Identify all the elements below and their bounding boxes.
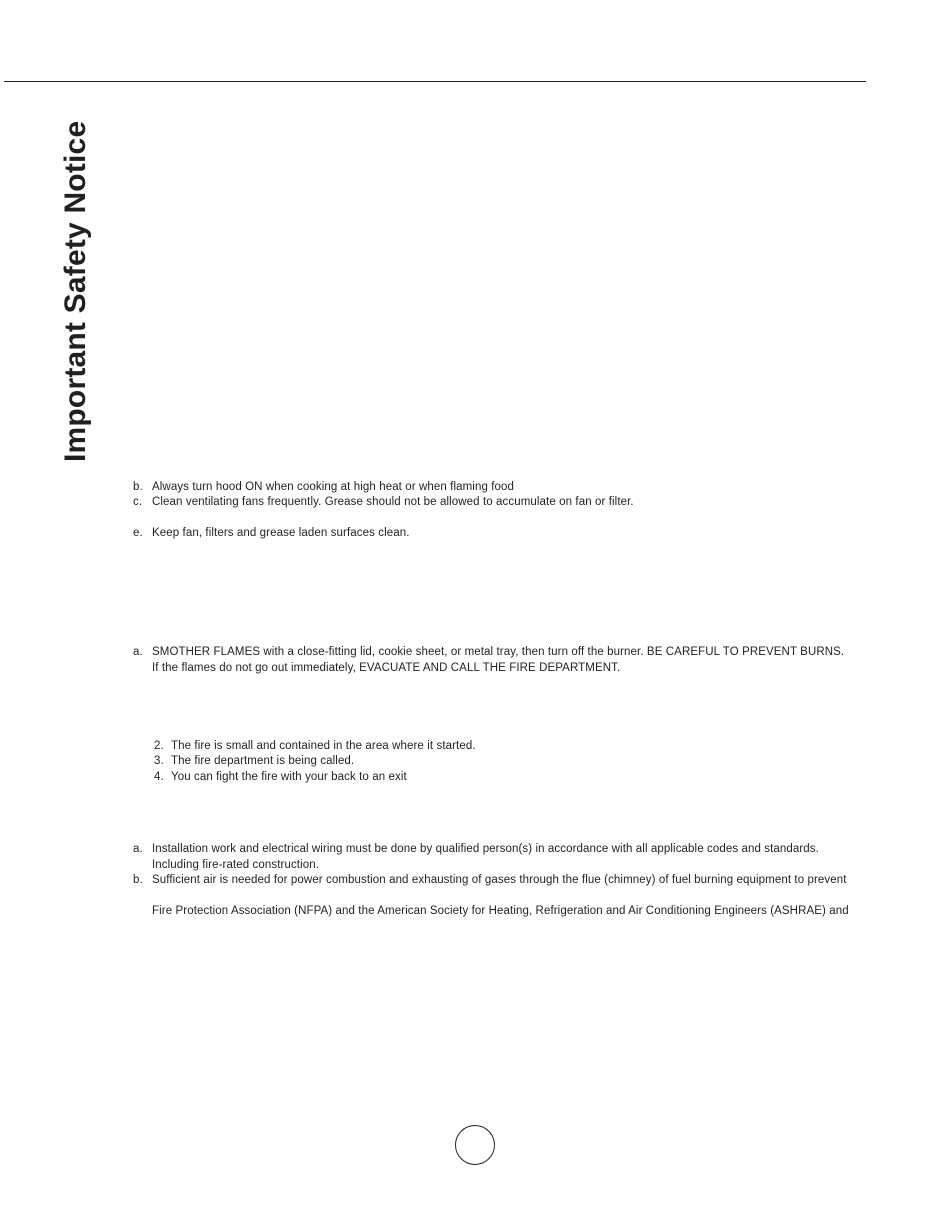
list-text: Sufficient air is needed for power combustion and exhausting of gases through the flue (chimney) of fuel burning equipment to prevent — [152, 874, 847, 886]
list-text: SMOTHER FLAMES with a close-fitting lid, cookie sheet, or metal tray, then turn off the burner. BE CAREFUL TO PREVENT BURNS. — [152, 646, 845, 658]
list-marker: e. — [133, 527, 143, 539]
list-text: The fire is small and contained in the area where it started. — [171, 740, 476, 752]
list-text: Clean ventilating fans frequently. Grease should not be allowed to accumulate on fan or filter. — [152, 496, 634, 508]
list-text: Installation work and electrical wiring must be done by qualified person(s) in accordance with all applicable codes and standards. — [152, 843, 819, 855]
list-marker: a. — [133, 646, 143, 658]
list-marker: b. — [133, 481, 143, 493]
list-text-continued: If the flames do not go out immediately, EVACUATE AND CALL THE FIRE DEPARTMENT. — [152, 662, 621, 674]
header-rule — [4, 81, 866, 82]
list-marker: 4. — [154, 771, 164, 783]
list-marker: b. — [133, 874, 143, 886]
list-marker: 2. — [154, 740, 164, 752]
list-text: Always turn hood ON when cooking at high heat or when flaming food — [152, 481, 515, 493]
list-text: Keep fan, filters and grease laden surfaces clean. — [152, 527, 410, 539]
side-title-container — [58, 110, 94, 462]
list-text-continued: Including fire-rated construction. — [152, 859, 320, 871]
list-marker: a. — [133, 843, 143, 855]
list-text: You can fight the fire with your back to an exit — [171, 771, 407, 783]
side-title: Important Safety Notice — [59, 120, 92, 462]
list-marker: 3. — [154, 755, 164, 767]
list-text: The fire department is being called. — [171, 755, 355, 767]
page-number-circle — [455, 1125, 495, 1165]
list-text-continued: Fire Protection Association (NFPA) and the American Society for Heating, Refrigeration and Air Conditioning Engineers (ASHRAE) and — [152, 905, 849, 917]
list-marker: c. — [133, 496, 143, 508]
